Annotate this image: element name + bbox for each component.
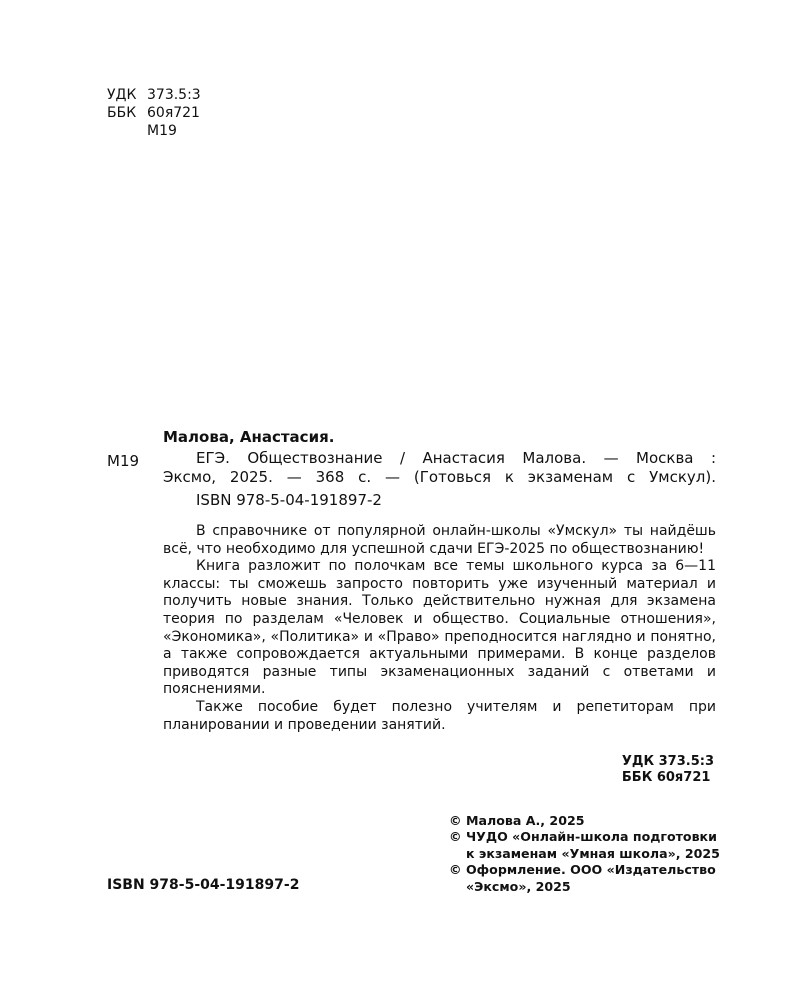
bibliography-isbn: ISBN 978-5-04-191897-2 xyxy=(196,490,382,509)
bibliography-line-1: ЕГЭ. Обществознание / Анастасия Малова. — Москва : xyxy=(196,448,716,467)
bibliography-side-mark: М19 xyxy=(107,452,140,470)
copyright-line-5: «Эксмо», 2025 xyxy=(466,878,571,894)
isbn-bottom: ISBN 978-5-04-191897-2 xyxy=(107,877,300,893)
author-mark: М19 xyxy=(147,123,177,139)
copyright-line-4: © Оформление. ООО «Издательство xyxy=(449,862,716,878)
annotation-paragraph-2: Книга разложит по полочкам все темы школьного курса за 6—11 классы: ты сможешь запросто повторить уже изученный материал и получить новые знания. Только действительно нужная для экзамена теория по разделам «Человек и общество. Социальные отношения», «Экономика», «Политика» и «Право» преподносится наглядно и понятно, а также сопровождается актуальными примерами. В конце разделов приводятся разные типы экзаменационных заданий с ответами и пояснениями. xyxy=(163,558,716,698)
copyright-line-3: к экзаменам «Умная школа», 2025 xyxy=(466,845,720,861)
copyright-line-2: © ЧУДО «Онлайн-школа подготовки xyxy=(449,829,717,845)
udk-row xyxy=(107,86,201,104)
classification-codes xyxy=(622,754,714,786)
annotation-paragraph-3: Также пособие будет полезно учителям и репетиторам при планировании и проведении занятий. xyxy=(163,698,716,733)
copyright-line-1: © Малова А., 2025 xyxy=(449,813,585,828)
copyright-block xyxy=(449,813,720,895)
author-name: Малова, Анастасия. xyxy=(163,428,335,446)
classification-block xyxy=(107,86,201,140)
annotation xyxy=(163,523,716,734)
bbk-row xyxy=(107,104,201,122)
annotation-paragraph-1: В справочнике от популярной онлайн-школы «Умскул» ты найдёшь всё, что необходимо для успешной сдачи ЕГЭ-2025 по обществознанию! xyxy=(163,523,716,557)
udk-value: 373.5:3 xyxy=(147,87,201,103)
udk-label: УДК xyxy=(107,87,137,103)
bbk-value: 60я721 xyxy=(147,105,200,121)
bibliography-line-2: Эксмо, 2025. — 368 с. — (Готовься к экзаменам с Умскул). xyxy=(163,468,716,486)
bbk-code: ББК 60я721 xyxy=(621,770,711,785)
udk-code: УДК 373.5:3 xyxy=(621,754,714,769)
main-text-block xyxy=(163,428,716,734)
bbk-label: ББК xyxy=(107,105,137,121)
